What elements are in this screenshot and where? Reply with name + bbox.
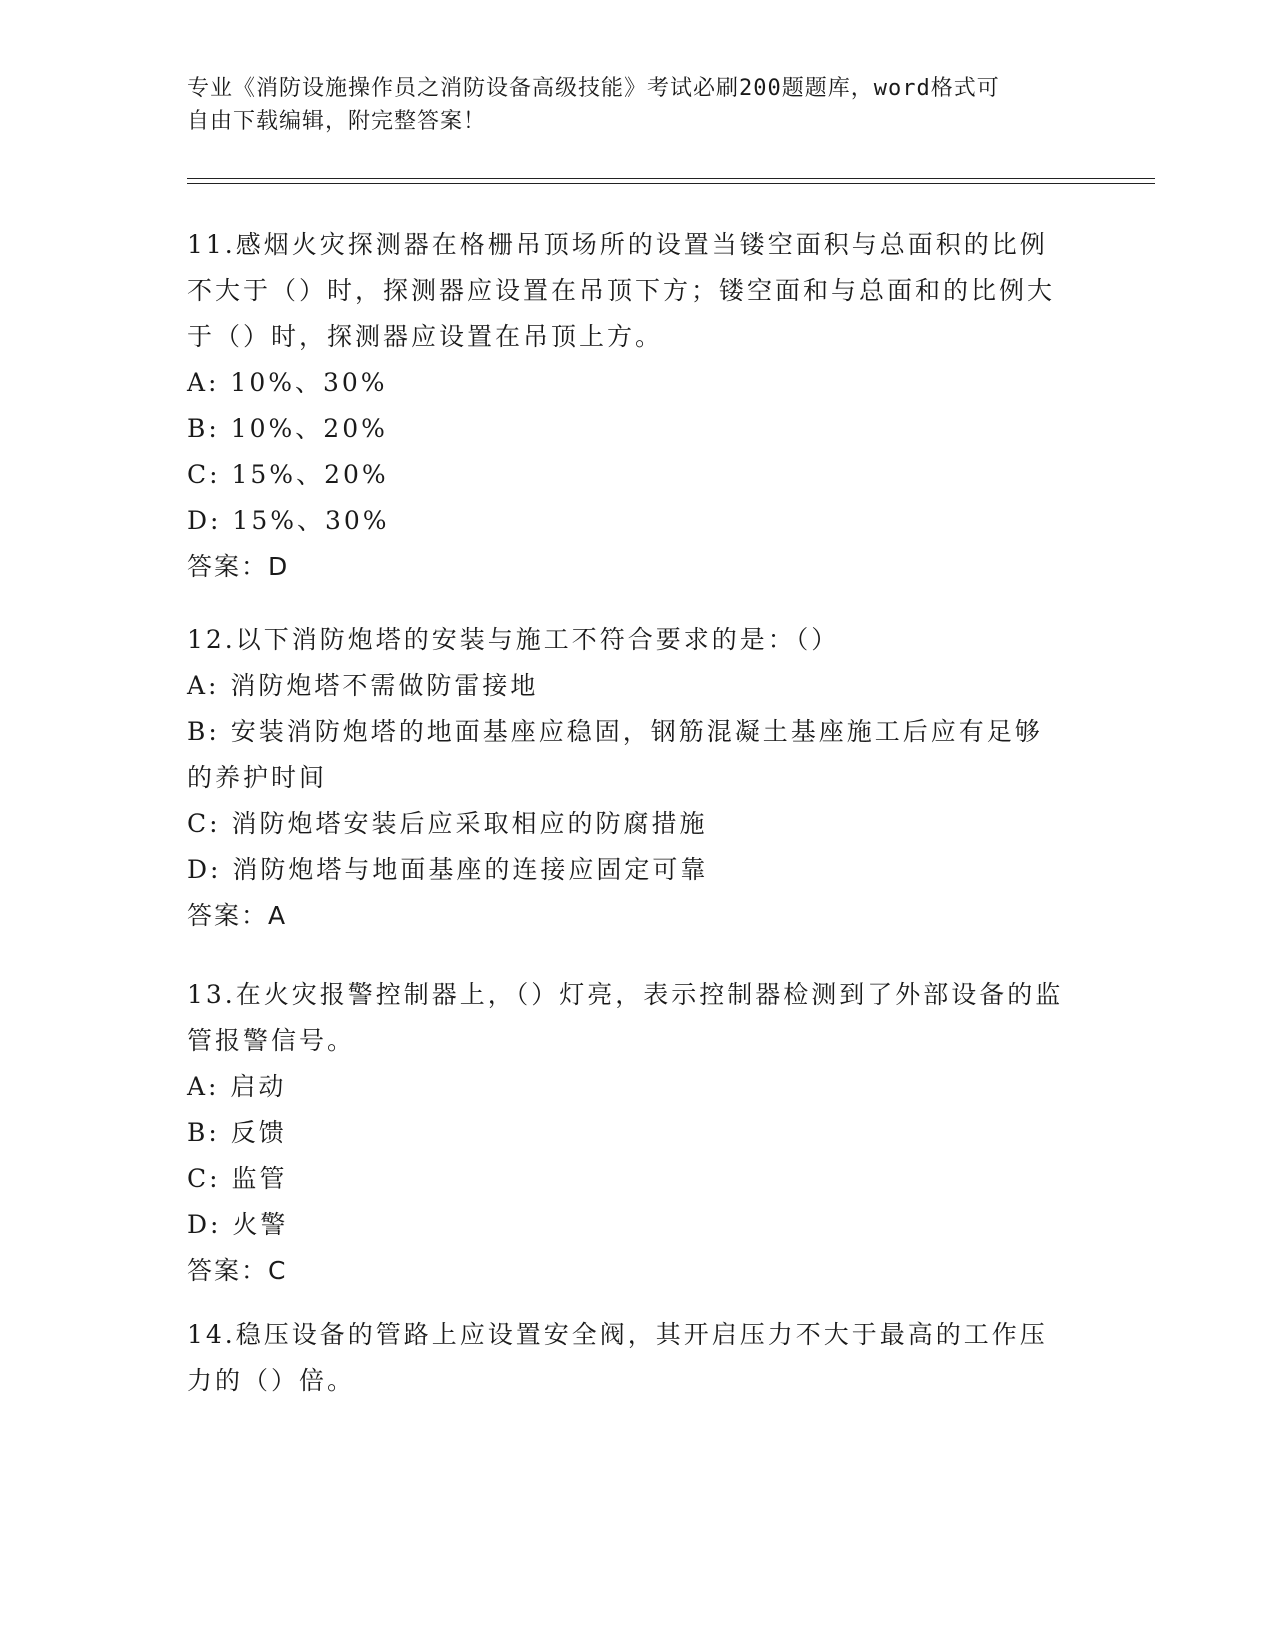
answer-label: 答案：A (187, 901, 288, 930)
option-b: B: 反馈 (187, 1118, 287, 1147)
header-divider (187, 178, 1155, 184)
question-11 (187, 222, 1067, 590)
header-line-2: 自由下载编辑，附完整答案！ (187, 109, 487, 134)
option-d: D: 火警 (187, 1210, 289, 1239)
header-line-1: 专业《消防设施操作员之消防设备高级技能》考试必刷200题题库，word格式可 (187, 76, 1000, 101)
document-header (187, 72, 1067, 138)
option-a: A: 启动 (187, 1072, 287, 1101)
option-b: B: 10%、20% (187, 414, 388, 443)
answer-label: 答案：D (187, 552, 290, 581)
option-d: D: 消防炮塔与地面基座的连接应固定可靠 (187, 855, 709, 884)
question-stem: 13.在火灾报警控制器上，（）灯亮，表示控制器检测到了外部设备的监管报警信号。 (187, 980, 1064, 1055)
question-13 (187, 972, 1067, 1294)
question-12 (187, 617, 1067, 939)
option-b: B: 安装消防炮塔的地面基座应稳固，钢筋混凝土基座施工后应有足够的养护时间 (187, 717, 1043, 792)
question-stem: 14.稳压设备的管路上应设置安全阀，其开启压力不大于最高的工作压力的（）倍。 (187, 1320, 1048, 1395)
option-c: C: 监管 (187, 1164, 288, 1193)
question-stem: 11.感烟火灾探测器在格栅吊顶场所的设置当镂空面积与总面积的比例不大于（）时，探测器应设置在吊顶下方；镂空面和与总面和的比例大于（）时，探测器应设置在吊顶上方。 (187, 230, 1056, 351)
answer-label: 答案：C (187, 1256, 288, 1285)
option-a: A: 10%、30% (187, 368, 388, 397)
option-c: C: 消防炮塔安装后应采取相应的防腐措施 (187, 809, 708, 838)
question-stem: 12.以下消防炮塔的安装与施工不符合要求的是：（） (187, 625, 840, 654)
option-c: C: 15%、20% (187, 460, 389, 489)
option-a: A: 消防炮塔不需做防雷接地 (187, 671, 539, 700)
option-d: D: 15%、30% (187, 506, 390, 535)
question-14 (187, 1312, 1067, 1404)
